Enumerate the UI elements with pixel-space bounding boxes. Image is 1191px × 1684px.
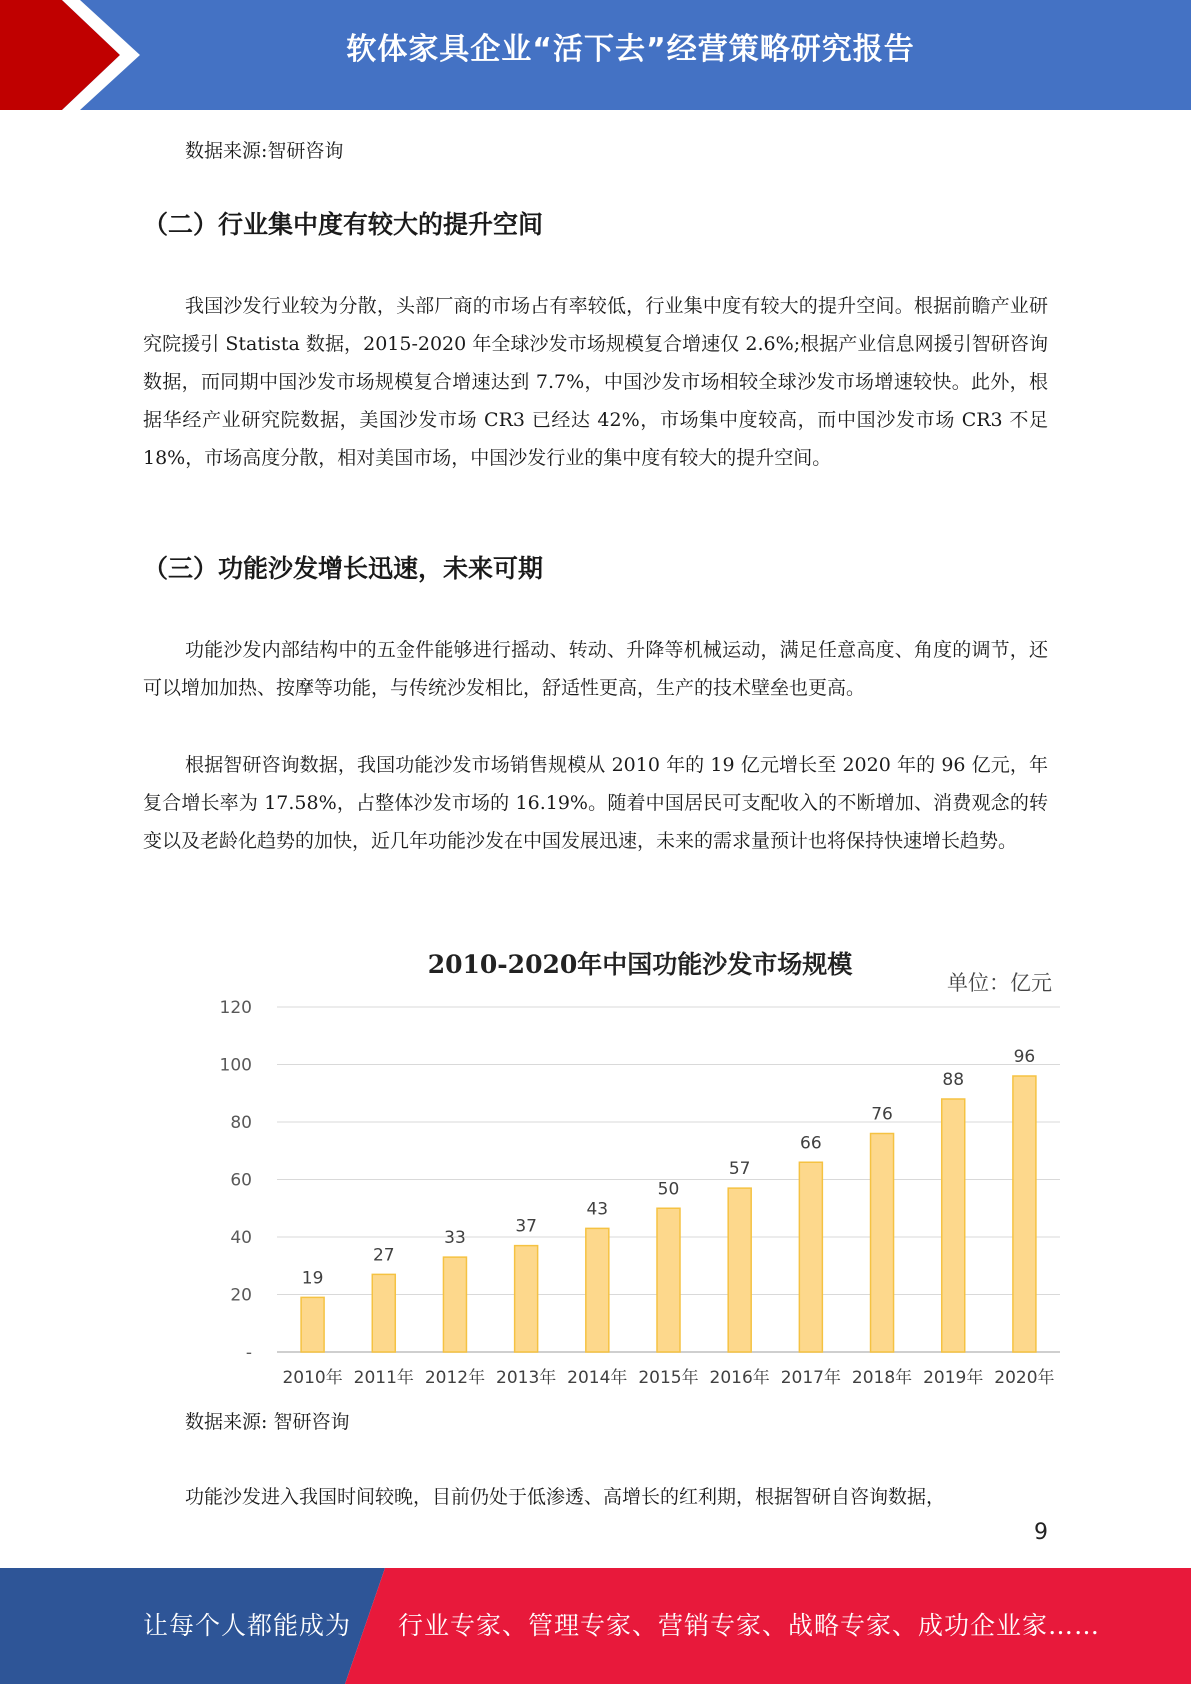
- x-category-label: 2020年: [994, 1368, 1055, 1388]
- x-category-label: 2010年: [282, 1368, 343, 1388]
- x-category-label: 2016年: [709, 1368, 770, 1388]
- paragraph-concentration: 我国沙发行业较为分散，头部厂商的市场占有率较低，行业集中度有较大的提升空间。根据前瞻产业研究院援引 Statista 数据，2015-2020 年全球沙发市场规模复合增速仅 2.6%;根据产业信息网援引智研咨询数据，而同期中国沙发市场规模复合增速达到 7.7%，中国沙发市场相较全球沙发市场增速较快。此外，根据华经产业研究院数据，美国沙发市场 CR3 已经达 42%，市场集中度较高，而中国沙发市场 CR3 不足 18%，市场高度分散，相对美国市场，中国沙发行业的集中度有较大的提升空间。: [143, 295, 1048, 469]
- data-source-note: 数据来源:智研咨询: [185, 140, 344, 162]
- y-tick-label: 40: [230, 1228, 252, 1248]
- footer-slogan-left: 让每个人都能成为: [143, 1611, 352, 1640]
- x-category-label: 2018年: [851, 1368, 913, 1388]
- bar: [301, 1297, 324, 1352]
- bar-value-label: 37: [515, 1216, 537, 1237]
- y-tick-label: 60: [230, 1170, 252, 1191]
- section-heading-functional-sofa: （三）功能沙发增长迅速，未来可期: [143, 554, 544, 583]
- x-category-label: 2015年: [638, 1368, 699, 1388]
- bar-value-label: 43: [586, 1199, 609, 1220]
- bar-value-label: 76: [871, 1104, 893, 1125]
- bar: [942, 1099, 965, 1352]
- y-tick-label: -: [245, 1343, 252, 1363]
- x-category-label: 2013年: [496, 1368, 557, 1388]
- bar-value-label: 19: [301, 1268, 324, 1289]
- x-category-label: 2017年: [780, 1368, 841, 1388]
- page-header: [0, 0, 1191, 110]
- page-number: 9: [1034, 1520, 1048, 1545]
- bar: [515, 1246, 538, 1352]
- report-title: 软体家具企业“活下去”经营策略研究报告: [346, 32, 915, 67]
- bar-value-label: 66: [800, 1133, 822, 1154]
- bar: [657, 1208, 680, 1352]
- y-tick-label: 100: [219, 1055, 252, 1076]
- chart-unit-label: 单位：亿元: [947, 971, 1052, 995]
- page-footer: [0, 1568, 1191, 1684]
- header-arrow-decoration: [0, 0, 160, 110]
- x-category-label: 2019年: [923, 1368, 984, 1388]
- bar: [586, 1228, 609, 1352]
- paragraph-functional-sofa-intro: 功能沙发内部结构中的五金件能够进行摇动、转动、升降等机械运动，满足任意高度、角度的调节，还可以增加加热、按摩等功能，与传统沙发相比，舒适性更高，生产的技术壁垒也更高。: [143, 639, 1048, 699]
- bar: [1013, 1076, 1036, 1352]
- y-tick-label: 80: [230, 1113, 252, 1133]
- bar: [372, 1274, 395, 1352]
- bar: [443, 1257, 466, 1352]
- chart-title: 2010-2020年中国功能沙发市场规模: [427, 950, 853, 979]
- paragraph-functional-sofa-market: 根据智研咨询数据，我国功能沙发市场销售规模从 2010 年的 19 亿元增长至 2020 年的 96 亿元，年复合增长率为 17.58%，占整体沙发市场的 16.19%。随着中国居民可支配收入的不断增加、消费观念的转变以及老龄化趋势的加快，近几年功能沙发在中国发展迅速，未来的需求量预计也将保持快速增长趋势。: [143, 754, 1048, 852]
- bar: [799, 1162, 822, 1352]
- bar-value-label: 96: [1013, 1047, 1036, 1067]
- x-category-label: 2011年: [353, 1368, 414, 1388]
- bar: [871, 1134, 894, 1353]
- bar-value-label: 33: [444, 1228, 466, 1249]
- paragraph-closing: 功能沙发进入我国时间较晚，目前仍处于低渗透、高增长的红利期，根据智研自咨询数据，: [185, 1486, 946, 1508]
- x-category-label: 2014年: [567, 1368, 628, 1388]
- bar: [728, 1188, 751, 1352]
- bar-value-label: 57: [728, 1159, 751, 1180]
- section-heading-concentration: （二）行业集中度有较大的提升空间: [143, 210, 544, 239]
- y-tick-label: 120: [219, 998, 252, 1018]
- bar-chart-functional-sofa-market: [200, 935, 1080, 1390]
- bar-value-label: 88: [942, 1070, 965, 1090]
- x-category-label: 2012年: [424, 1368, 486, 1388]
- chart-canvas: [200, 935, 1080, 1390]
- y-tick-label: 20: [230, 1285, 252, 1306]
- chart-data-source: 数据来源: 智研咨询: [185, 1411, 350, 1433]
- bar-value-label: 27: [372, 1245, 395, 1266]
- bar-value-label: 50: [657, 1179, 680, 1200]
- footer-slogan-right: 行业专家、管理专家、营销专家、战略专家、成功企业家……: [398, 1611, 1101, 1640]
